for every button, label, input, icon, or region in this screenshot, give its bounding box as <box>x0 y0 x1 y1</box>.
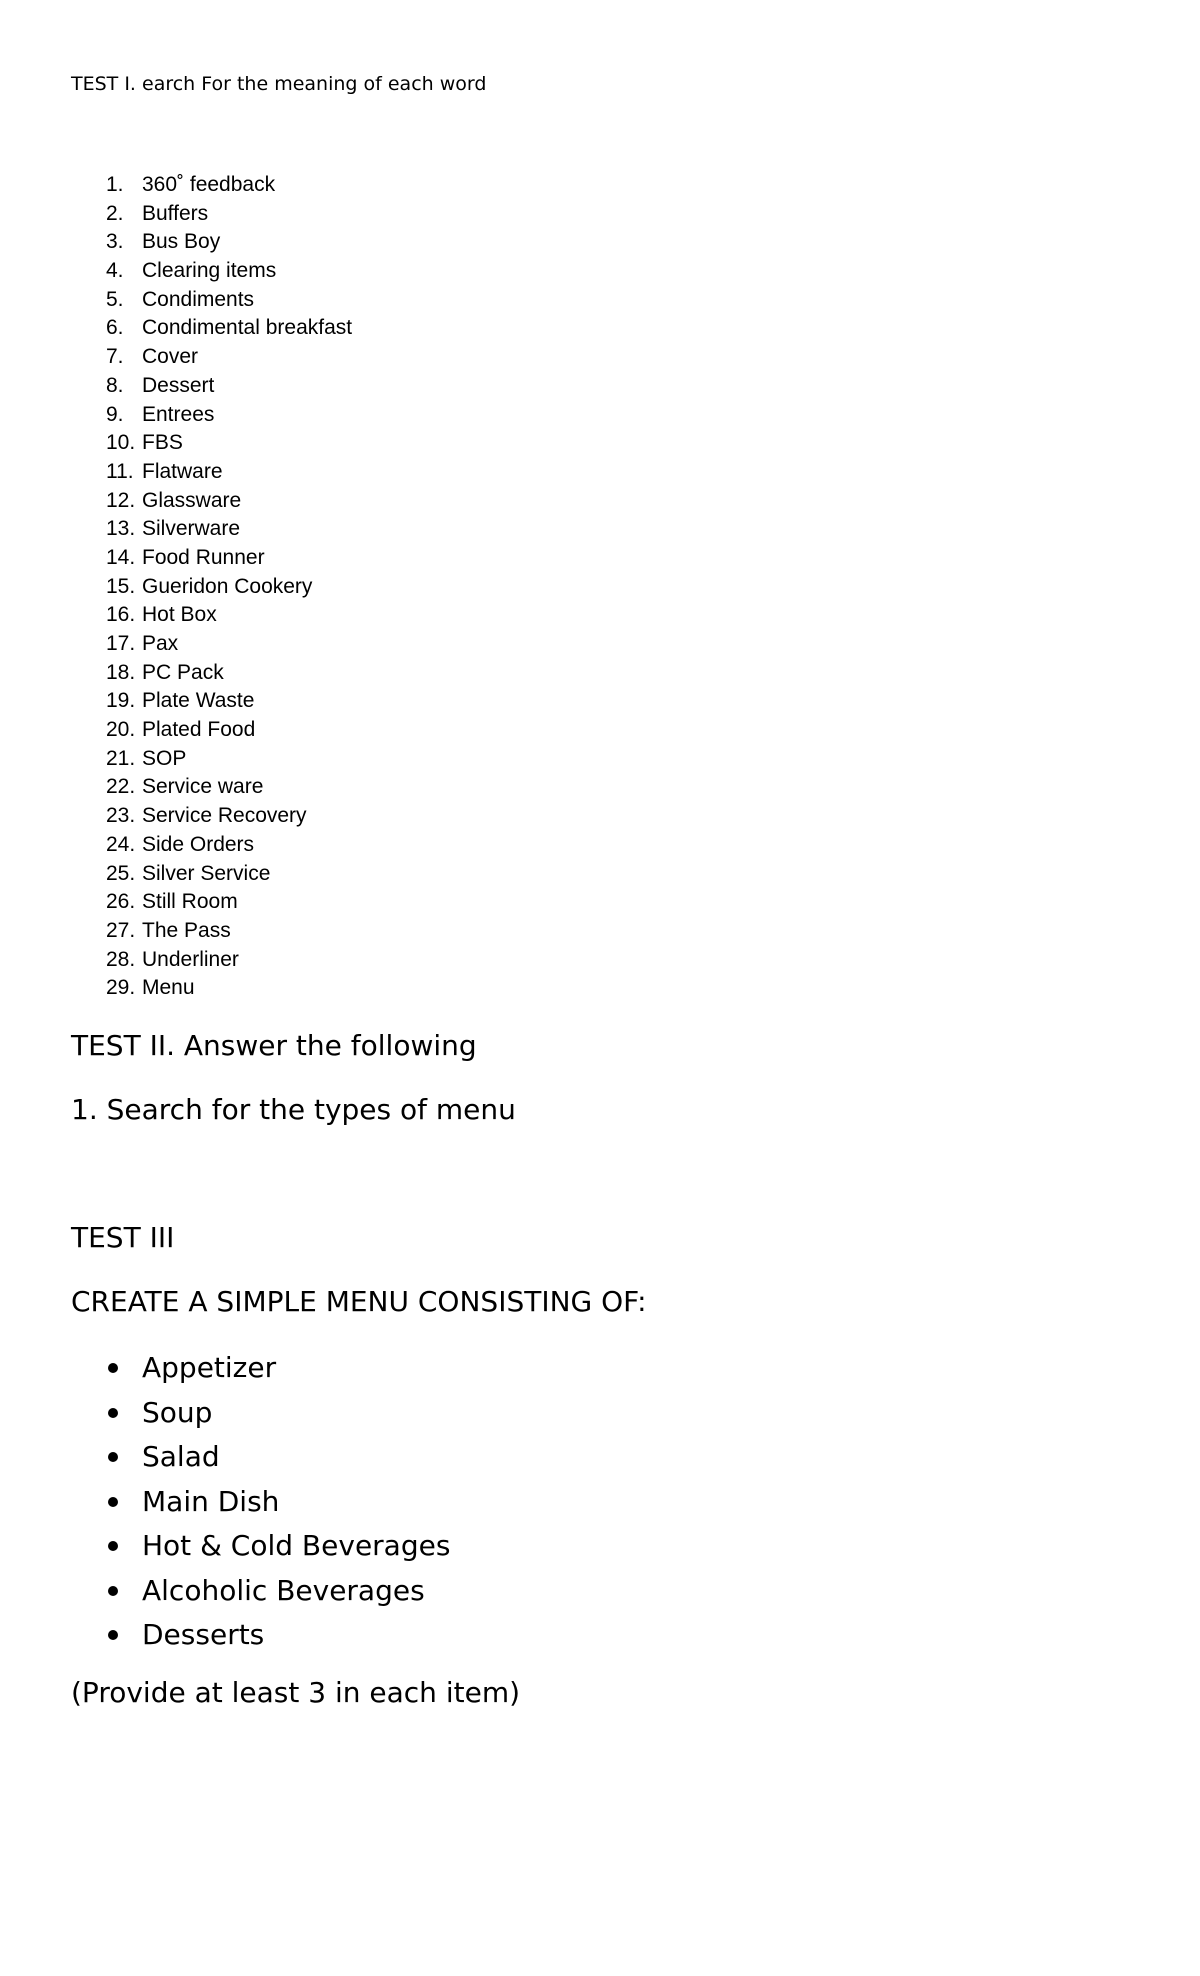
vocab-item-number: 1. <box>106 173 124 196</box>
vocab-item-term: Plate Waste <box>142 689 255 713</box>
bullet-icon <box>108 1363 118 1373</box>
vocab-item-term: Glassware <box>142 488 242 512</box>
vocab-item-term: Entrees <box>142 402 215 426</box>
vocab-item-term: PC Pack <box>142 660 224 684</box>
bullet-icon <box>108 1630 118 1640</box>
vocab-item-term: Gueridon Cookery <box>142 574 313 598</box>
vocab-item-term: Food Runner <box>142 545 265 569</box>
vocab-item-term: Service Recovery <box>142 804 307 828</box>
vocab-item-term: 360˚ feedback <box>142 173 276 196</box>
vocab-item-term: Service ware <box>142 775 264 799</box>
vocab-item-number: 19. <box>106 689 136 713</box>
menu-category-label: Salad <box>142 1440 220 1473</box>
vocab-item-number: 23. <box>106 804 136 828</box>
vocab-item-number: 26. <box>106 890 136 914</box>
vocab-item-number: 22. <box>106 775 136 799</box>
vocab-item-term: Still Room <box>142 890 238 914</box>
menu-category-label: Alcoholic Beverages <box>142 1573 425 1607</box>
vocab-item-term: SOP <box>142 746 187 770</box>
test3-instruction: CREATE A SIMPLE MENU CONSISTING OF: <box>71 1285 647 1318</box>
vocab-item-term: Menu <box>142 976 195 1000</box>
vocab-item-number: 17. <box>106 632 136 655</box>
test3-note: (Provide at least 3 in each item) <box>71 1676 521 1709</box>
vocab-item-number: 15. <box>106 574 136 598</box>
test3-heading: TEST III <box>71 1221 175 1254</box>
test1-heading: TEST I. earch For the meaning of each word <box>71 73 487 95</box>
vocab-item-term: Flatware <box>142 459 223 483</box>
vocab-item-number: 28. <box>106 947 136 971</box>
vocab-item-number: 4. <box>106 259 124 283</box>
vocab-item-number: 8. <box>106 373 124 397</box>
vocab-item-number: 9. <box>106 402 124 426</box>
vocab-item-term: Condimental breakfast <box>142 316 353 340</box>
vocab-item-number: 12. <box>106 488 136 512</box>
vocab-item-number: 18. <box>106 660 136 684</box>
vocab-item-term: Condiments <box>142 287 255 311</box>
test2-heading: TEST II. Answer the following <box>71 1029 477 1062</box>
vocab-item-term: Clearing items <box>142 259 277 283</box>
vocab-item-number: 11. <box>106 459 134 483</box>
vocab-item-term: Silver Service <box>142 861 271 885</box>
vocab-item-number: 16. <box>106 603 136 627</box>
vocab-item-number: 13. <box>106 517 136 541</box>
vocab-item-term: Hot Box <box>142 603 217 627</box>
menu-category-label: Desserts <box>142 1618 265 1651</box>
vocab-item-number: 7. <box>106 345 124 369</box>
vocab-item-number: 6. <box>106 316 124 340</box>
bullet-icon <box>108 1452 118 1462</box>
vocab-item-number: 14. <box>106 545 136 569</box>
vocab-item-term: Underliner <box>142 947 239 971</box>
bullet-icon <box>108 1408 118 1418</box>
vocab-item-number: 25. <box>106 861 136 885</box>
vocab-item-number: 20. <box>106 718 136 742</box>
vocab-item-term: FBS <box>142 431 183 455</box>
vocab-item-term: Buffers <box>142 201 209 225</box>
vocab-item-term: Pax <box>142 632 179 655</box>
vocab-item-term: Cover <box>142 345 199 369</box>
vocab-item-term: Silverware <box>142 517 241 541</box>
menu-category-label: Main Dish <box>142 1484 280 1518</box>
menu-category-label: Appetizer <box>142 1351 277 1384</box>
menu-category-label: Hot & Cold Beverages <box>142 1529 451 1562</box>
vocab-item-number: 27. <box>106 918 136 942</box>
bullet-icon <box>108 1586 118 1596</box>
vocab-item-number: 21. <box>106 746 136 770</box>
vocab-item-number: 2. <box>106 201 124 225</box>
vocab-item-term: Side Orders <box>142 832 255 856</box>
vocab-item-term: Plated Food <box>142 718 256 742</box>
vocab-item-number: 3. <box>106 230 124 254</box>
menu-category-label: Soup <box>142 1395 213 1429</box>
vocab-item-term: The Pass <box>142 918 231 942</box>
vocab-item-term: Bus Boy <box>142 230 221 254</box>
bullet-icon <box>108 1541 118 1551</box>
test2-question: 1. Search for the types of menu <box>71 1093 516 1126</box>
vocab-item-term: Dessert <box>142 373 215 397</box>
bullet-icon <box>108 1497 118 1507</box>
vocab-item-number: 5. <box>106 287 124 311</box>
vocab-item-number: 24. <box>106 832 136 856</box>
vocab-item-number: 10. <box>106 431 136 455</box>
vocab-item-number: 29. <box>106 976 136 1000</box>
